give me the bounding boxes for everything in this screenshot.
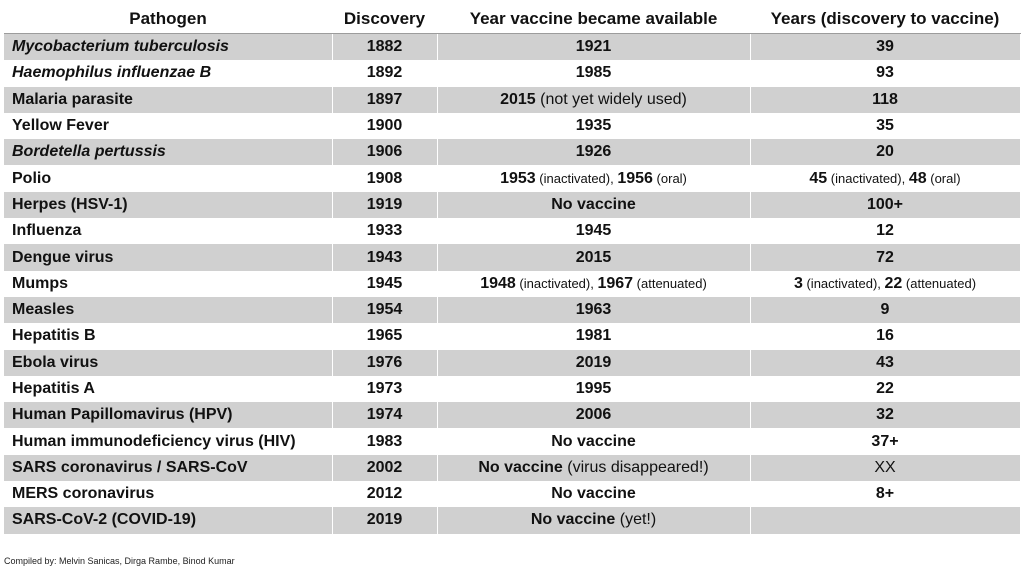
years-gap-cell	[750, 139, 1020, 165]
years-gap-cell	[750, 218, 1020, 244]
table-row	[4, 481, 1020, 507]
vaccine-year-cell	[437, 218, 750, 244]
years-gap-cell-part: 35	[876, 117, 894, 135]
vaccine-year-cell	[437, 165, 750, 191]
pathogen-cell: Mumps	[4, 271, 332, 297]
vaccine-year-cell-part: 2015	[500, 90, 536, 108]
discovery-cell: 1897	[332, 87, 437, 113]
years-gap-cell-part: XX	[874, 458, 896, 476]
discovery-cell: 1973	[332, 376, 437, 402]
table-row	[4, 165, 1020, 191]
table-row	[4, 192, 1020, 218]
vaccine-year-cell	[437, 139, 750, 165]
table-row	[4, 34, 1020, 61]
vaccine-year-cell	[437, 34, 750, 61]
vaccine-year-cell	[437, 350, 750, 376]
years-gap-cell-part: 39	[876, 38, 894, 56]
pathogen-cell: Mycobacterium tuberculosis	[4, 34, 332, 61]
discovery-cell: 1974	[332, 402, 437, 428]
years-gap-cell-part: 12	[876, 222, 894, 240]
pathogen-cell: Haemophilus influenzae B	[4, 60, 332, 86]
years-gap-cell-part: 100+	[866, 195, 904, 213]
vaccine-year-cell-part: 1967	[597, 274, 634, 292]
years-gap-cell-part: 16	[876, 327, 894, 345]
years-gap-cell-part: 45	[809, 169, 828, 187]
discovery-cell: 2019	[332, 507, 437, 533]
vaccine-year-cell-part: No vaccine	[478, 458, 563, 476]
years-gap-cell-part: 32	[876, 406, 894, 424]
vaccine-year-cell-part: No vaccine	[551, 195, 636, 213]
table-row	[4, 60, 1020, 86]
vaccine-year-cell	[437, 87, 750, 113]
years-gap-cell-part: 22	[884, 274, 903, 292]
pathogen-cell: Ebola virus	[4, 350, 332, 376]
years-gap-cell-part: 20	[876, 143, 894, 161]
table-body	[4, 34, 1020, 534]
table-row	[4, 113, 1020, 139]
discovery-cell: 1919	[332, 192, 437, 218]
discovery-cell: 1945	[332, 271, 437, 297]
discovery-cell: 1900	[332, 113, 437, 139]
years-gap-cell	[750, 113, 1020, 139]
discovery-cell: 1965	[332, 323, 437, 349]
vaccine-year-cell	[437, 376, 750, 402]
vaccine-year-cell	[437, 244, 750, 270]
table-row	[4, 455, 1020, 481]
vaccine-year-cell	[437, 192, 750, 218]
discovery-cell: 1954	[332, 297, 437, 323]
discovery-cell: 1908	[332, 165, 437, 191]
vaccine-year-cell-part: No vaccine	[551, 485, 636, 503]
vaccine-year-cell	[437, 271, 750, 297]
vaccine-year-cell-part: No vaccine	[551, 432, 636, 450]
vaccine-year-cell-part: 1995	[575, 380, 612, 397]
years-gap-cell-part: (oral)	[926, 170, 961, 186]
table-row	[4, 350, 1020, 376]
discovery-cell: 2012	[332, 481, 437, 507]
vaccine-year-cell-part: 1985	[575, 64, 612, 82]
vaccine-year-cell-part: 1926	[575, 143, 612, 161]
header-years-gap: Years (discovery to vaccine)	[750, 4, 1020, 34]
vaccine-year-cell-part: 2019	[575, 353, 612, 371]
years-gap-cell	[750, 481, 1020, 507]
vaccine-year-cell-part: (virus disappeared!)	[562, 458, 709, 476]
vaccine-year-cell	[437, 113, 750, 139]
pathogen-cell: Influenza	[4, 218, 332, 244]
table-row	[4, 87, 1020, 113]
vaccine-year-cell-part: 1981	[575, 327, 612, 345]
vaccine-year-cell-part: 1953	[500, 169, 536, 187]
vaccine-timeline-table	[4, 4, 1021, 534]
table-row	[4, 218, 1020, 244]
years-gap-cell	[750, 350, 1020, 376]
vaccine-year-cell	[437, 297, 750, 323]
pathogen-cell: Malaria parasite	[4, 87, 332, 113]
years-gap-cell	[750, 165, 1020, 191]
discovery-cell: 2002	[332, 455, 437, 481]
vaccine-year-cell-part: 1963	[575, 301, 612, 319]
years-gap-cell-part: (attenuated)	[902, 275, 977, 291]
table-row	[4, 139, 1020, 165]
years-gap-cell	[750, 323, 1020, 349]
vaccine-year-cell-part: 2015	[575, 248, 612, 266]
years-gap-cell	[750, 244, 1020, 270]
vaccine-year-cell-part: 1935	[575, 117, 612, 135]
table-row	[4, 244, 1020, 270]
years-gap-cell-part: (inactivated),	[802, 275, 885, 291]
vaccine-year-cell-part: (yet!)	[615, 511, 657, 529]
years-gap-cell-part: 43	[876, 353, 894, 371]
pathogen-cell: Polio	[4, 165, 332, 191]
years-gap-cell-part: (inactivated),	[827, 170, 909, 186]
pathogen-cell: Herpes (HSV-1)	[4, 192, 332, 218]
pathogen-cell: SARS-CoV-2 (COVID-19)	[4, 507, 332, 533]
pathogen-cell: Hepatitis A	[4, 376, 332, 402]
table-row	[4, 402, 1020, 428]
table-row	[4, 271, 1020, 297]
vaccine-year-cell-part: (not yet widely used)	[535, 90, 687, 108]
vaccine-year-cell	[437, 323, 750, 349]
vaccine-year-cell-part: 2006	[575, 406, 612, 424]
table-row	[4, 376, 1020, 402]
years-gap-cell	[750, 402, 1020, 428]
header-discovery: Discovery	[332, 4, 437, 34]
years-gap-cell-part: 118	[872, 90, 898, 108]
vaccine-year-cell	[437, 481, 750, 507]
table-row	[4, 297, 1020, 323]
pathogen-cell: Yellow Fever	[4, 113, 332, 139]
credit-line: Compiled by: Melvin Sanicas, Dirga Rambe, Binod Kumar	[4, 556, 235, 566]
discovery-cell: 1983	[332, 428, 437, 454]
vaccine-year-cell	[437, 60, 750, 86]
years-gap-cell	[750, 87, 1020, 113]
years-gap-cell	[750, 507, 1020, 533]
pathogen-cell: Human immunodeficiency virus (HIV)	[4, 428, 332, 454]
years-gap-cell	[750, 271, 1020, 297]
vaccine-year-cell	[437, 507, 750, 533]
header-pathogen: Pathogen	[4, 4, 332, 34]
years-gap-cell-part: 8+	[875, 485, 895, 503]
years-gap-cell-part: 93	[876, 64, 894, 82]
vaccine-year-cell-part: (inactivated),	[515, 275, 598, 291]
pathogen-cell: Human Papillomavirus (HPV)	[4, 402, 332, 428]
table-row	[4, 428, 1020, 454]
pathogen-cell: SARS coronavirus / SARS-CoV	[4, 455, 332, 481]
header-vaccine-year: Year vaccine became available	[437, 4, 750, 34]
vaccine-year-cell-part: No vaccine	[530, 511, 616, 529]
years-gap-cell	[750, 192, 1020, 218]
discovery-cell: 1976	[332, 350, 437, 376]
discovery-cell: 1933	[332, 218, 437, 244]
table-row	[4, 323, 1020, 349]
vaccine-year-cell	[437, 402, 750, 428]
years-gap-cell-part: 22	[876, 380, 894, 397]
table-row	[4, 507, 1020, 533]
years-gap-cell-part: 3	[793, 274, 803, 292]
vaccine-year-cell-part: (attenuated)	[633, 275, 707, 291]
years-gap-cell-part: 48	[908, 169, 927, 187]
years-gap-cell	[750, 60, 1020, 86]
vaccine-year-cell-part: (oral)	[652, 170, 687, 186]
years-gap-cell-part: 72	[876, 248, 894, 266]
vaccine-year-cell-part: 1945	[575, 222, 612, 240]
vaccine-year-cell	[437, 455, 750, 481]
years-gap-cell	[750, 455, 1020, 481]
pathogen-cell: Dengue virus	[4, 244, 332, 270]
header-row	[4, 4, 1020, 34]
years-gap-cell	[750, 297, 1020, 323]
years-gap-cell	[750, 34, 1020, 61]
pathogen-cell: Measles	[4, 297, 332, 323]
vaccine-year-cell-part: 1948	[480, 274, 516, 292]
pathogen-cell: MERS coronavirus	[4, 481, 332, 507]
discovery-cell: 1943	[332, 244, 437, 270]
years-gap-cell-part: 9	[880, 301, 890, 319]
pathogen-cell: Bordetella pertussis	[4, 139, 332, 165]
years-gap-cell	[750, 428, 1020, 454]
years-gap-cell-part: 37+	[871, 432, 899, 450]
vaccine-year-cell-part: (inactivated),	[535, 170, 618, 186]
pathogen-cell: Hepatitis B	[4, 323, 332, 349]
discovery-cell: 1892	[332, 60, 437, 86]
discovery-cell: 1906	[332, 139, 437, 165]
years-gap-cell	[750, 376, 1020, 402]
vaccine-year-cell-part: 1921	[575, 38, 612, 56]
vaccine-year-cell	[437, 428, 750, 454]
vaccine-year-cell-part: 1956	[617, 169, 653, 187]
discovery-cell: 1882	[332, 34, 437, 61]
